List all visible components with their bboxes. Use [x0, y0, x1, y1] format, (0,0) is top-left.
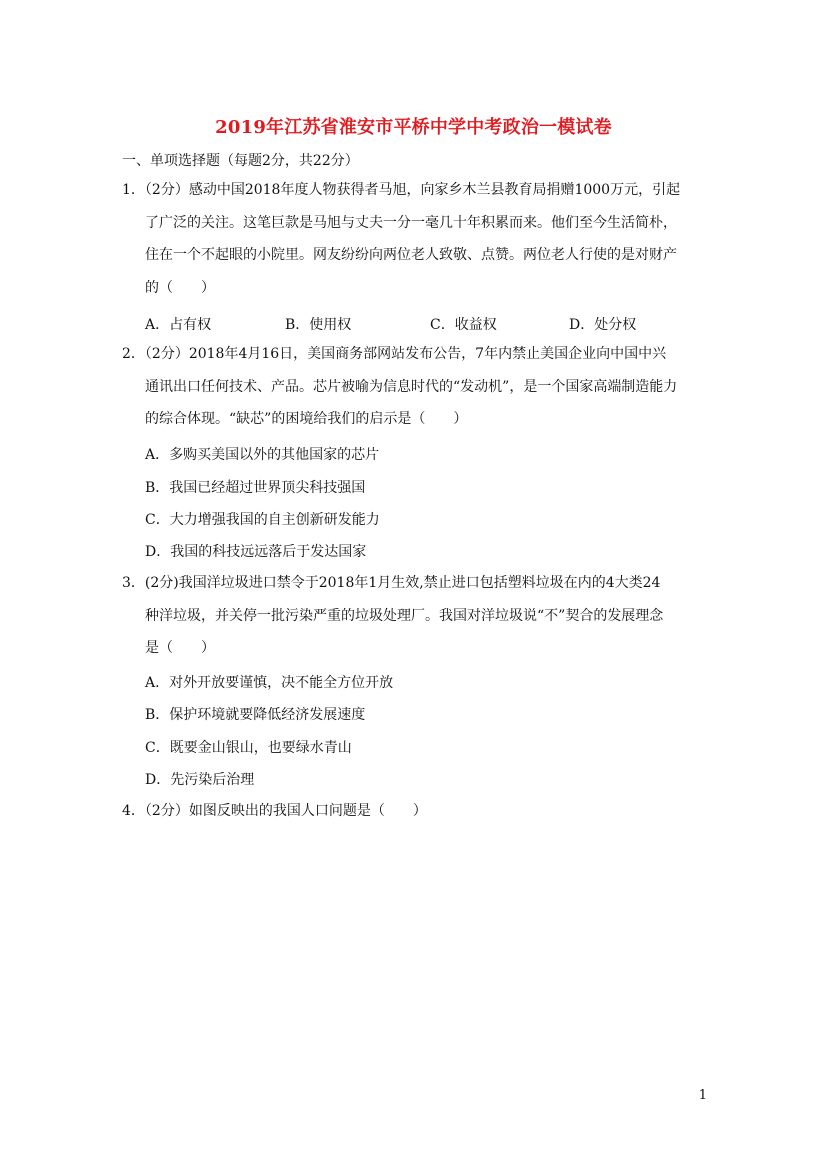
question-1-option-c[interactable]: C．收益权	[430, 317, 497, 333]
section-heading: 一、单项选择题（每题2分，共22分）	[122, 153, 359, 169]
question-1-line-2: 了广泛的关注。这笔巨款是马旭与丈夫一分一毫几十年积累而来。他们至今生活简朴，	[145, 214, 677, 231]
question-1-line-4: 的（ ）	[145, 279, 215, 296]
question-1-option-b[interactable]: B．使用权	[285, 317, 352, 333]
question-2-option-b[interactable]: B．我国已经超过世界顶尖科技强国	[145, 480, 366, 496]
page-title: 2019年江苏省淮安市平桥中学中考政治一模试卷	[215, 117, 612, 138]
question-2-line-2: 通讯出口任何技术、产品。芯片被喻为信息时代的“发动机”，是一个国家高端制造能力	[145, 378, 678, 395]
page-number: 1	[698, 1088, 707, 1103]
question-3-line-3: 是（ ）	[145, 640, 215, 656]
question-3-line-1: 3．(2分)我国洋垃圾进口禁令于2018年1月生效,禁止进口包括塑料垃圾在内的4大类24	[122, 575, 661, 591]
question-1-line-3: 住在一个不起眼的小院里。网友纷纷向两位老人致敬、点赞。两位老人行使的是对财产	[145, 247, 677, 263]
question-1-option-d[interactable]: D．处分权	[569, 317, 637, 333]
question-3-option-c[interactable]: C．既要金山银山，也要绿水青山	[145, 740, 352, 756]
question-2-line-3: 的综合体现。“缺芯”的困境给我们的启示是（ ）	[145, 411, 468, 427]
question-1-line-1: 1．（2分）感动中国2018年度人物获得者马旭，向家乡木兰县教育局捐赠1000万元，引起	[122, 182, 681, 198]
question-2-line-1: 2．（2分）2018年4月16日，美国商务部网站发布公告，7年内禁止美国企业向中国中兴	[122, 346, 667, 362]
question-1-options	[145, 314, 705, 334]
question-2	[122, 338, 712, 436]
question-3	[122, 567, 712, 665]
question-2-option-a[interactable]: A．多购买美国以外的其他国家的芯片	[145, 447, 380, 463]
question-3-option-d[interactable]: D．先污染后治理	[145, 772, 255, 788]
question-4	[122, 795, 712, 828]
question-2-option-c[interactable]: C．大力增强我国的自主创新研发能力	[145, 512, 380, 528]
question-2-option-d[interactable]: D．我国的科技远远落后于发达国家	[145, 544, 367, 560]
question-4-line-1: 4．（2分）如图反映出的我国人口问题是（ ）	[122, 803, 427, 819]
question-1-option-a[interactable]: A．占有权	[145, 317, 212, 333]
question-3-option-b[interactable]: B．保护环境就要降低经济发展速度	[145, 707, 366, 723]
question-1	[122, 174, 712, 304]
question-3-option-a[interactable]: A．对外开放要谨慎，决不能全方位开放	[145, 675, 394, 691]
question-3-line-2: 种洋垃圾，并关停一批污染严重的垃圾处理厂。我国对洋垃圾说“不”契合的发展理念	[145, 607, 664, 624]
